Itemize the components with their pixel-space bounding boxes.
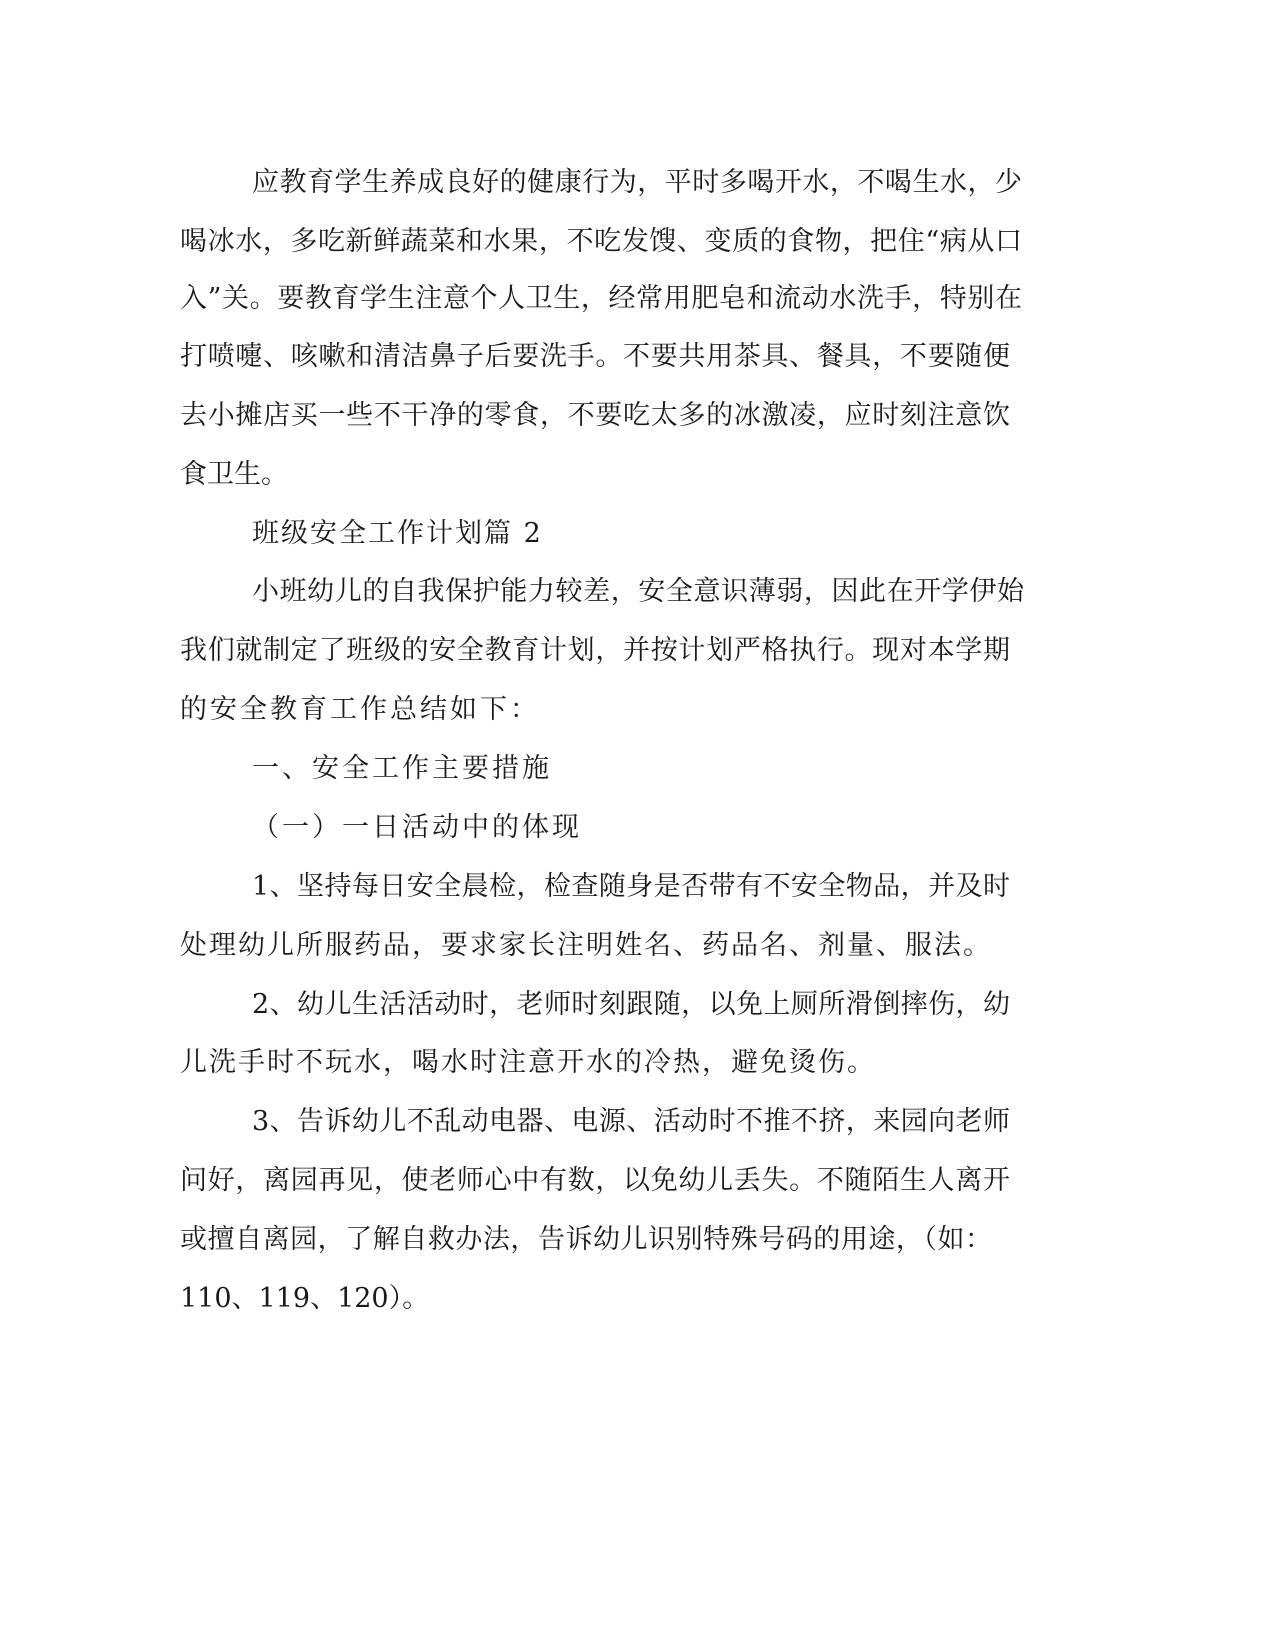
subheading-text: （一）一日活动中的体现 [252, 812, 582, 843]
text-line: 喝冰水，多吃新鲜蔬菜和水果，不吃发馊、变质的食物，把住“病从口 [180, 226, 1022, 257]
text-line: 问好，离园再见，使老师心中有数，以免幼儿丢失。不随陌生人离开 [180, 1165, 1010, 1196]
text-line: 110、119、120）。 [180, 1283, 430, 1314]
text-line: 我们就制定了班级的安全教育计划，并按计划严格执行。现对本学期 [180, 635, 1010, 666]
text-line: 处理幼儿所服药品，要求家长注明姓名、药品名、剂量、服法。 [180, 930, 992, 961]
text-line: 2、幼儿生活活动时，老师时刻跟随，以免上厕所滑倒摔伤，幼 [252, 989, 1010, 1020]
text-line: 的安全教育工作总结如下： [180, 694, 540, 725]
heading-text: 班级安全工作计划篇 2 [252, 518, 543, 549]
text-line: 入”关。要教育学生注意个人卫生，经常用肥皂和流动水洗手，特别在 [180, 283, 1022, 314]
text-line: 儿洗手时不玩水，喝水时注意开水的冷热，避免烫伤。 [180, 1047, 876, 1078]
text-line: 应教育学生养成良好的健康行为，平时多喝开水，不喝生水，少 [252, 167, 1022, 198]
text-line: 1、坚持每日安全晨检，检查随身是否带有不安全物品，并及时 [252, 871, 1010, 902]
heading-text: 一、安全工作主要措施 [252, 753, 552, 784]
text-line: 食卫生。 [180, 459, 288, 490]
text-line: 去小摊店买一些不干净的零食，不要吃太多的冰激凌，应时刻注意饮 [180, 400, 1010, 431]
text-line: 小班幼儿的自我保护能力较差，安全意识薄弱，因此在开学伊始 [252, 576, 1024, 607]
text-line: 3、告诉幼儿不乱动电器、电源、活动时不推不挤，来园向老师 [252, 1106, 1010, 1137]
text-line: 或擅自离园，了解自救办法，告诉幼儿识别特殊号码的用途，（如： [180, 1224, 992, 1255]
text-line: 打喷嚏、咳嗽和清洁鼻子后要洗手。不要共用茶具、餐具，不要随便 [180, 341, 1010, 372]
